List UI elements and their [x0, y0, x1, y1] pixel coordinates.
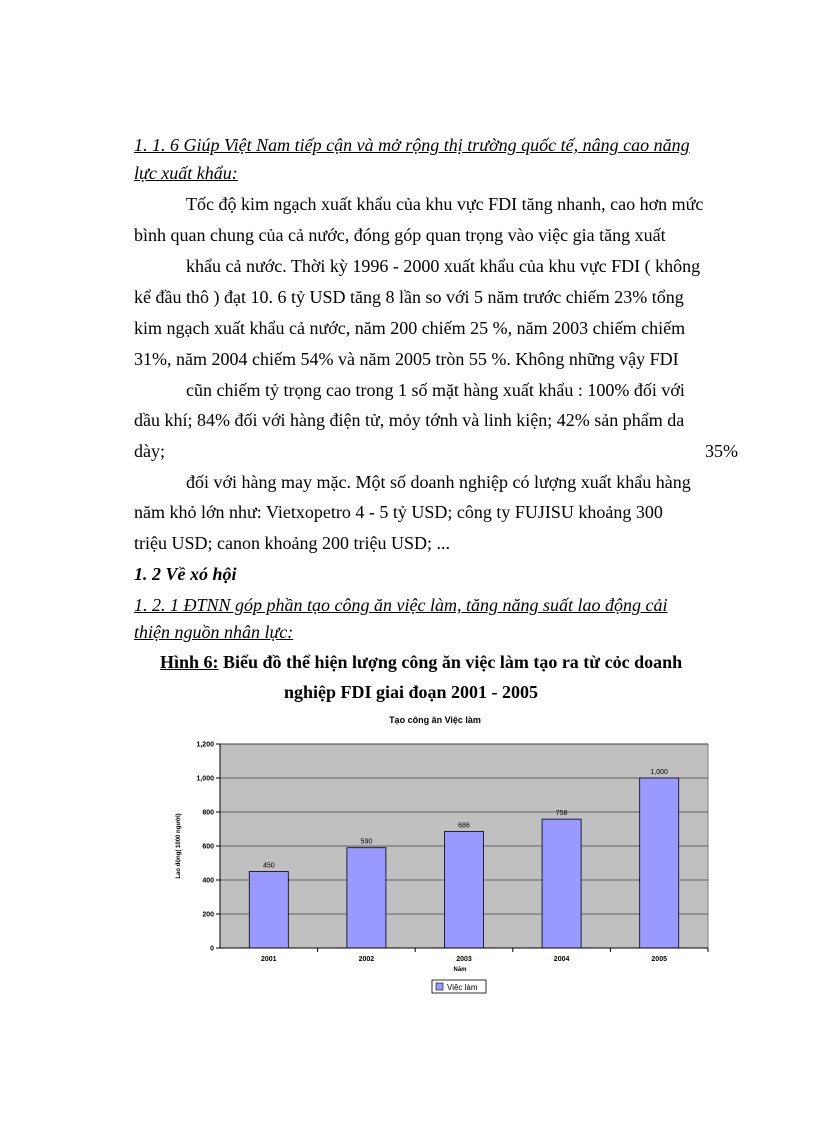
bar [249, 872, 288, 949]
paragraph-line: kể đầu thô ) đạt 10. 6 tỷ USD tăng 8 lần so với 5 năm trước chiếm 23% tổng [134, 287, 684, 307]
figure-label: Hình 6: [160, 652, 219, 672]
bar [640, 778, 679, 948]
bar [542, 819, 581, 948]
x-tick-label: 2003 [456, 956, 472, 963]
paragraph-line: năm khỏ lớn như: Vietxopetro 4 - 5 tỷ USD; công ty FUJISU khoảng 300 [134, 502, 663, 522]
paragraph-fragment: 35% [705, 441, 738, 461]
x-tick-label: 2004 [553, 956, 570, 963]
x-tick-label: 2005 [651, 956, 667, 963]
data-label: 590 [360, 838, 373, 846]
y-axis-label: Lao động( 1000 người) [176, 813, 182, 879]
section-heading-1-2-1-cont: thiện nguồn nhân lực: [134, 622, 294, 642]
bar [444, 831, 483, 948]
y-tick-label: 1,200 [196, 741, 214, 749]
section-heading-1-2-1: 1. 2. 1 ĐTNN góp phần tạo công ăn việc làm, tăng năng suất lao động cải [134, 595, 668, 615]
paragraph-line: triệu USD; canon khoảng 200 triệu USD; ... [134, 533, 450, 553]
y-tick-label: 200 [202, 911, 214, 919]
y-tick-label: 600 [202, 843, 214, 851]
paragraph-line: cũn chiếm tỷ trọng cao trong 1 số mặt hàng xuất khẩu : 100% đối với [186, 380, 685, 400]
chart-title: Tạo công ăn Việc làm [389, 715, 481, 725]
paragraph-line: kim ngạch xuất khẩu cả nước, năm 200 chiếm 25 %, năm 2003 chiếm chiếm [134, 318, 686, 338]
paragraph-line: bình quan chung của cả nước, đóng góp quan trọng vào việc gia tăng xuất [134, 225, 666, 245]
paragraph-line: Tốc độ kim ngạch xuất khẩu của khu vực FDI tăng nhanh, cao hơn mức [186, 194, 704, 214]
paragraph-line: đối với hàng may mặc. Một số doanh nghiệp có lượng xuất khẩu hàng [186, 472, 691, 492]
bar [347, 848, 386, 948]
section-heading-1-1-6-cont: lực xuất khẩu: [134, 163, 238, 183]
y-tick-label: 400 [202, 877, 214, 885]
legend-label: Việc làm [447, 983, 478, 992]
x-tick-label: 2002 [358, 956, 375, 963]
paragraph-line: khẩu cả nước. Thời kỳ 1996 - 2000 xuất khẩu của khu vực FDI ( không [186, 256, 701, 276]
paragraph-line: 31%, năm 2004 chiếm 54% và năm 2005 tròn 55 %. Không những vậy FDI [134, 349, 679, 369]
data-label: 758 [555, 810, 568, 818]
data-label: 450 [262, 862, 275, 870]
y-tick-label: 800 [202, 809, 214, 817]
figure-caption-text: Biểu đồ thể hiện lượng công ăn việc làm tạo ra từ cỏc doanh [218, 652, 683, 672]
paragraph-fragment: dày; [134, 441, 165, 461]
paragraph-line: dầu khí; 84% đối với hàng điện tử, mỏy tớnh và linh kiện; 42% sản phẩm da [134, 410, 685, 430]
y-tick-label: 0 [210, 945, 214, 953]
section-heading-1-1-6: 1. 1. 6 Giúp Việt Nam tiếp cận và mở rộng thị trường quốc tế, nâng cao năng [134, 135, 690, 155]
data-label: 686 [458, 822, 470, 830]
figure-caption-cont: nghiệp FDI giai đoạn 2001 - 2005 [284, 682, 539, 702]
data-label: 1,000 [650, 769, 668, 776]
x-axis-label: Năm [453, 967, 467, 973]
section-heading-1-2: 1. 2 Về xó hội [134, 564, 237, 584]
x-tick-label: 2001 [261, 956, 277, 963]
y-tick-label: 1,000 [196, 775, 214, 783]
legend-swatch [436, 983, 443, 990]
